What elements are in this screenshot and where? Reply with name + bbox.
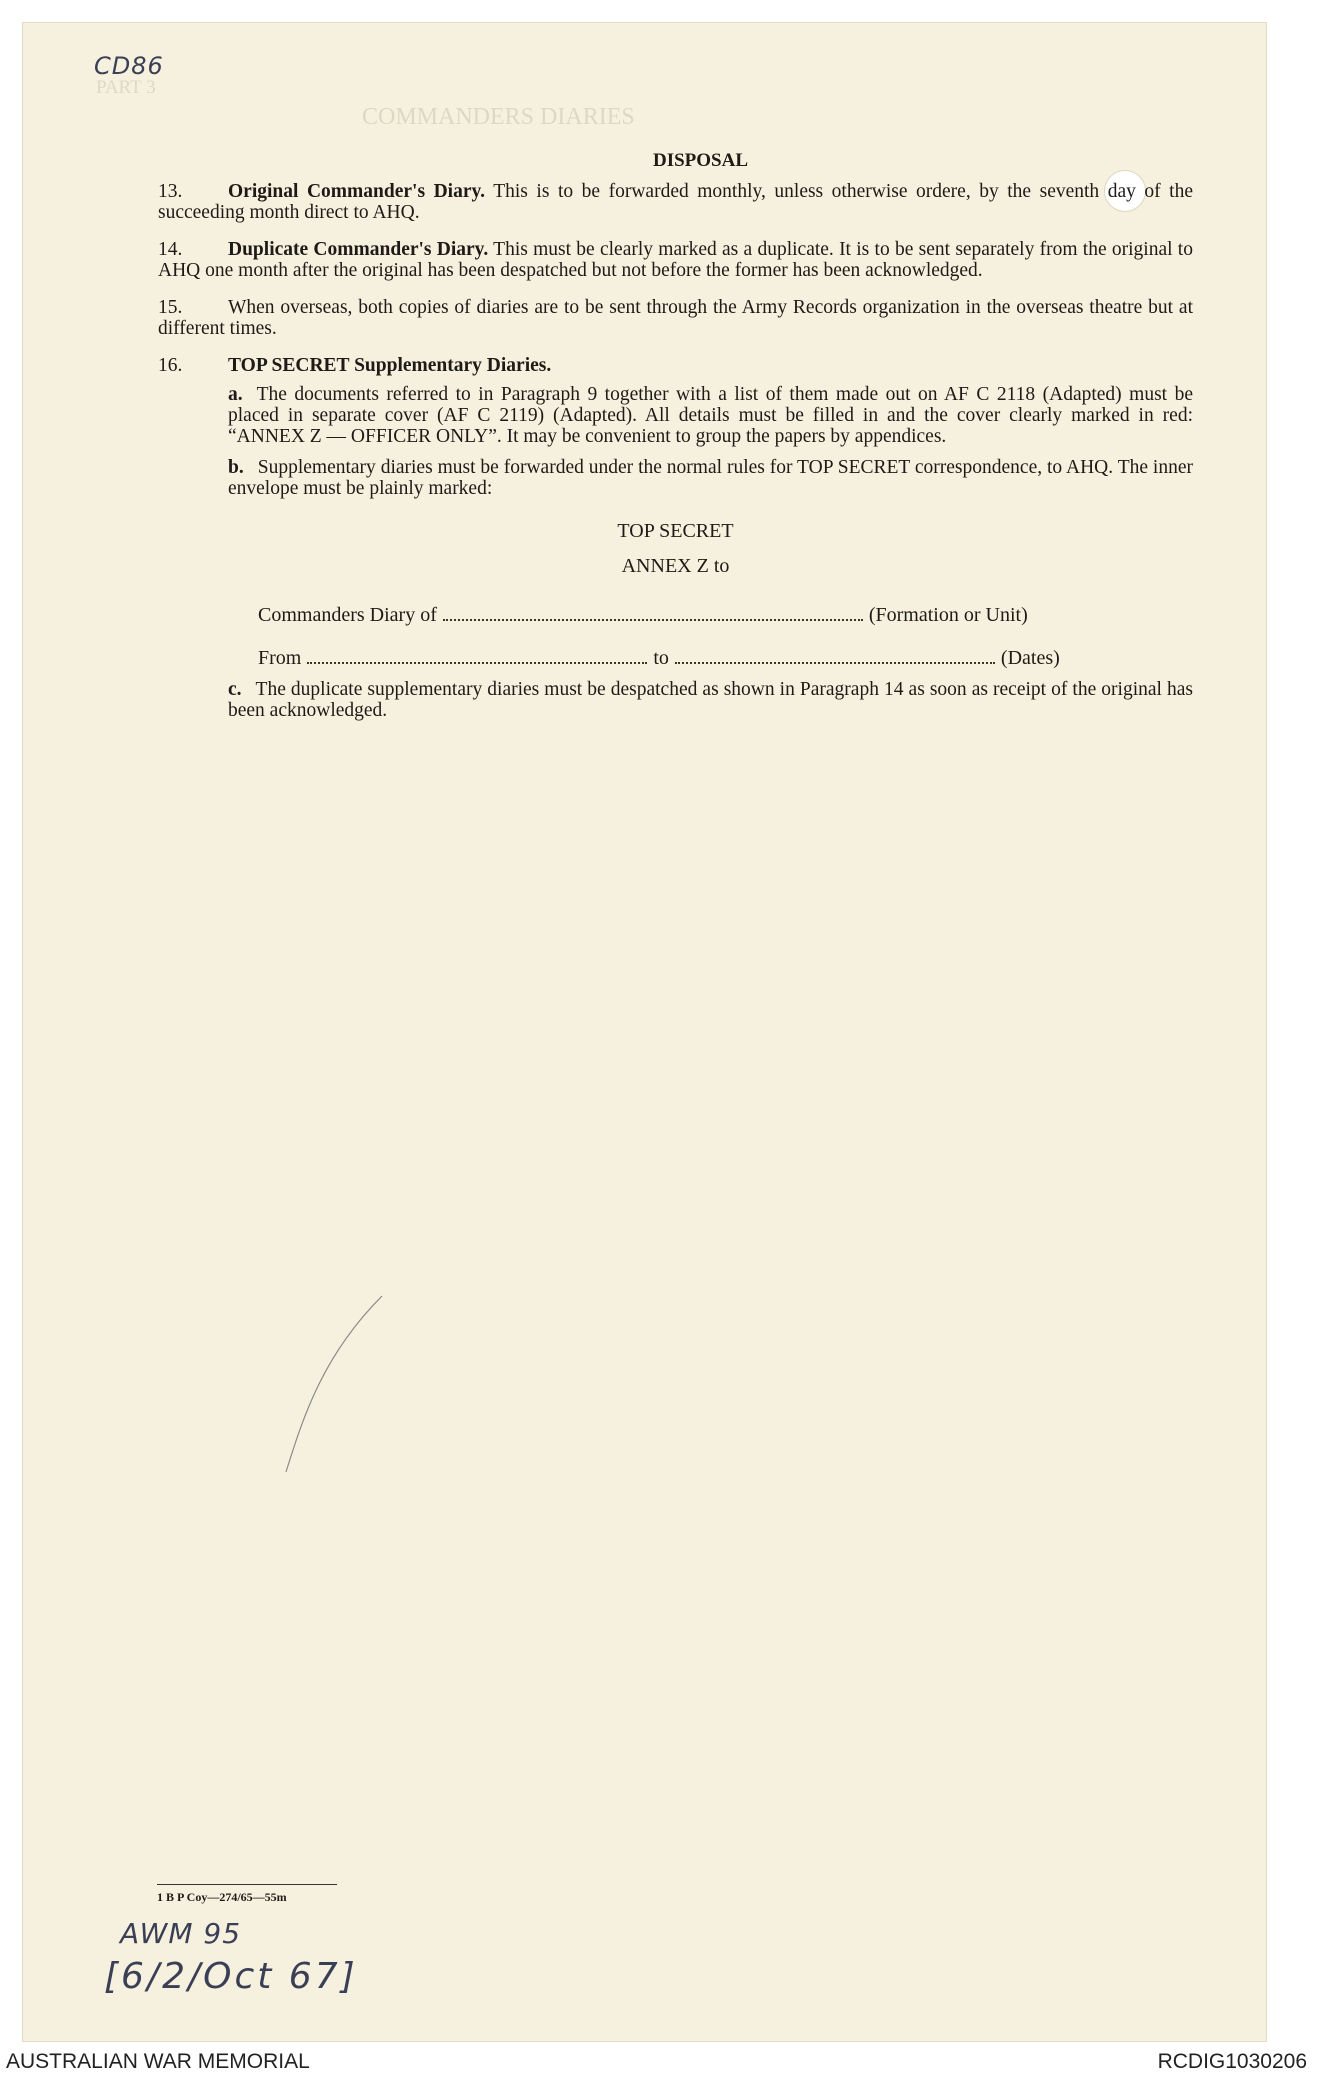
printer-reference: 1 B P Coy—274/65—55m [157, 1890, 287, 1904]
paragraph-number: 15. [158, 297, 183, 318]
handwritten-top-note: CD86 [94, 52, 164, 80]
archive-caption: AUSTRALIAN WAR MEMORIAL [6, 2050, 310, 2073]
section-heading: DISPOSAL [652, 150, 749, 171]
paragraph-text: When overseas, both copies of diaries are to be sent through the Army Records organization in the overseas theatre but at different times. [158, 297, 1193, 339]
paragraph-text: This is to be forwarded monthly, unless otherwise ordere, by the seventh day of the succeeding month direct to AHQ. [158, 181, 1194, 223]
show-through-text: PART 3 [96, 77, 156, 98]
paragraph-number: 14. [158, 239, 183, 260]
paragraph-number: 13. [158, 181, 183, 202]
form-blank [675, 648, 995, 664]
form-label: (Formation or Unit) [868, 604, 1028, 626]
footer-rule [157, 1884, 337, 1885]
form-label: From [258, 647, 302, 669]
form-line-diary [258, 605, 1193, 626]
subparagraph-b [228, 457, 1193, 499]
paragraph-14 [158, 239, 1193, 281]
document-page [22, 22, 1267, 2042]
form-label: Commanders Diary of [258, 604, 437, 626]
marking-annex: ANNEX Z to [621, 555, 730, 577]
subparagraph-text: The duplicate supplementary diaries must be despatched as shown in Paragraph 14 as soon as receipt of the original has been acknowledged. [228, 679, 1193, 721]
pencil-mark [284, 1294, 384, 1474]
record-id: RCDIG1030206 [1157, 2050, 1307, 2073]
paragraph-15 [158, 297, 1193, 339]
subparagraph-text: The documents referred to in Paragraph 9 together with a list of them made out on AF C 2118 (Adapted) must be placed in separate cover (AF C 2119) (Adapted). All details must be filled in and the cover clearly marked in red: “ANNEX Z — OFFICER ONLY”. It may be convenient to group the papers by appendices. [228, 384, 1193, 447]
subparagraph-label: b. [228, 457, 244, 478]
subparagraph-c [228, 679, 1193, 721]
form-blank [443, 605, 863, 621]
form-label: to [653, 647, 669, 669]
handwritten-reference: [6/2/Oct 67] [104, 1956, 358, 1997]
paragraph-lead: Original Commander's Diary. [228, 181, 486, 202]
form-label: (Dates) [1000, 647, 1060, 669]
subparagraph-label: a. [228, 384, 243, 405]
paragraph-text: This must be clearly marked as a duplicate. It is to be sent separately from the original to AHQ one month after the original has been despatched but not before the former has been acknowledged. [158, 239, 1193, 281]
paragraph-lead: TOP SECRET Supplementary Diaries. [228, 355, 552, 376]
paragraph-13 [158, 181, 1193, 223]
form-blank [307, 648, 647, 664]
paragraph-lead: Duplicate Commander's Diary. [228, 239, 489, 260]
subparagraph-label: c. [228, 679, 242, 700]
paragraph-16 [158, 355, 1193, 376]
subparagraph-text: Supplementary diaries must be forwarded under the normal rules for TOP SECRET correspondence, to AHQ. The inner envelope must be plainly marked: [228, 457, 1193, 499]
handwritten-awm-number: AWM 95 [120, 1917, 242, 1950]
paragraph-number: 16. [158, 355, 183, 376]
document-body [158, 150, 1193, 731]
form-line-dates [258, 648, 1193, 669]
marking-top-secret: TOP SECRET [617, 520, 734, 542]
subparagraph-a [228, 384, 1193, 447]
show-through-text: COMMANDERS DIARIES [362, 104, 635, 130]
